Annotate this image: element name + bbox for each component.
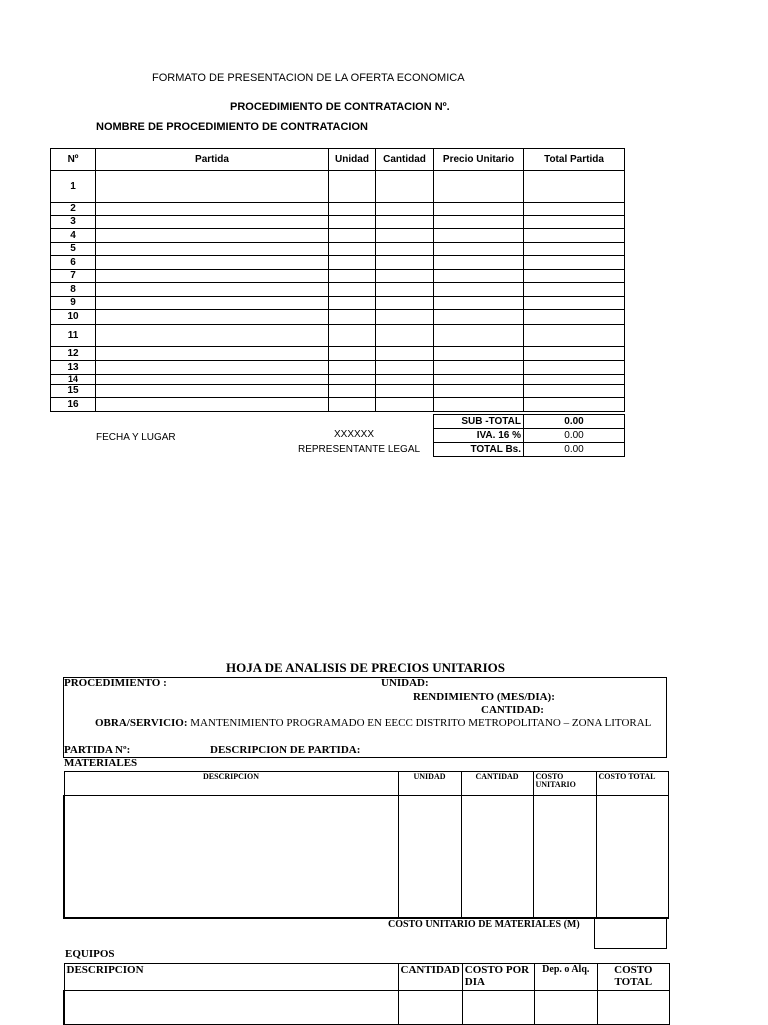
eq-col-descripcion: DESCRIPCION bbox=[64, 964, 398, 991]
cell-total-partida[interactable] bbox=[524, 297, 625, 310]
table-row bbox=[51, 385, 625, 398]
eq-cell-dep-alq[interactable] bbox=[534, 991, 597, 1025]
equipos-table bbox=[63, 963, 670, 1025]
cell-partida[interactable] bbox=[96, 325, 329, 347]
row-number: 5 bbox=[51, 243, 96, 256]
cell-total-partida[interactable] bbox=[524, 347, 625, 361]
mat-col-costo-total: COSTO TOTAL bbox=[596, 772, 668, 796]
row-number: 8 bbox=[51, 283, 96, 297]
materiales-cost-value[interactable] bbox=[594, 918, 667, 949]
eq-col-costo-por-dia: COSTO POR DIA bbox=[462, 964, 534, 991]
cell-cantidad[interactable] bbox=[376, 216, 434, 229]
subtotal-label: SUB -TOTAL bbox=[434, 415, 524, 429]
cell-cantidad[interactable] bbox=[376, 171, 434, 203]
partida-label: PARTIDA Nº: bbox=[64, 744, 131, 756]
cell-partida[interactable] bbox=[96, 203, 329, 216]
cell-unidad[interactable] bbox=[329, 216, 376, 229]
format-title: FORMATO DE PRESENTACION DE LA OFERTA ECONOMICA bbox=[152, 72, 465, 84]
mat-col-costo-unitario: COSTO UNITARIO bbox=[533, 772, 596, 796]
cell-partida[interactable] bbox=[96, 347, 329, 361]
legal-rep-label: REPRESENTANTE LEGAL bbox=[298, 444, 421, 455]
table-row bbox=[51, 375, 625, 385]
equipos-title: EQUIPOS bbox=[65, 948, 115, 960]
cantidad-label: CANTIDAD: bbox=[481, 704, 544, 716]
cell-partida[interactable] bbox=[96, 243, 329, 256]
table-row bbox=[51, 361, 625, 375]
cell-unidad[interactable] bbox=[329, 385, 376, 398]
mat-cell-costo-total[interactable] bbox=[596, 796, 668, 918]
cell-cantidad[interactable] bbox=[376, 243, 434, 256]
cell-total-partida[interactable] bbox=[524, 270, 625, 283]
row-number: 7 bbox=[51, 270, 96, 283]
row-number: 10 bbox=[51, 310, 96, 325]
row-number: 3 bbox=[51, 216, 96, 229]
table-row bbox=[51, 243, 625, 256]
materiales-cost-label: COSTO UNITARIO DE MATERIALES (M) bbox=[388, 919, 580, 930]
total-label: TOTAL Bs. bbox=[434, 443, 524, 457]
col-header-total-partida: Total Partida bbox=[524, 149, 625, 171]
mat-cell-cantidad[interactable] bbox=[461, 796, 533, 918]
eq-col-dep-alq: Dep. o Alq. bbox=[534, 964, 597, 991]
cell-total-partida[interactable] bbox=[524, 283, 625, 297]
cell-cantidad[interactable] bbox=[376, 361, 434, 375]
cell-unidad[interactable] bbox=[329, 297, 376, 310]
subtotal-value: 0.00 bbox=[524, 415, 625, 429]
procedure-name: NOMBRE DE PROCEDIMIENTO DE CONTRATACION bbox=[96, 121, 368, 133]
cell-precio-unitario[interactable] bbox=[434, 203, 524, 216]
cell-partida[interactable] bbox=[96, 398, 329, 412]
cell-precio-unitario[interactable] bbox=[434, 361, 524, 375]
table-row bbox=[51, 347, 625, 361]
cell-partida[interactable] bbox=[96, 216, 329, 229]
table-row bbox=[51, 203, 625, 216]
cell-unidad[interactable] bbox=[329, 347, 376, 361]
col-header-precio-unitario: Precio Unitario bbox=[434, 149, 524, 171]
cell-cantidad[interactable] bbox=[376, 229, 434, 243]
procedimiento-label: PROCEDIMIENTO : bbox=[64, 677, 167, 689]
cell-cantidad[interactable] bbox=[376, 256, 434, 270]
cell-precio-unitario[interactable] bbox=[434, 229, 524, 243]
row-number: 15 bbox=[51, 385, 96, 398]
cell-partida[interactable] bbox=[96, 375, 329, 385]
eq-cell-costo-total[interactable] bbox=[597, 991, 669, 1025]
cell-partida[interactable] bbox=[96, 256, 329, 270]
iva-value: 0.00 bbox=[524, 429, 625, 443]
cell-total-partida[interactable] bbox=[524, 325, 625, 347]
table-row bbox=[51, 398, 625, 412]
cell-unidad[interactable] bbox=[329, 398, 376, 412]
table-row bbox=[51, 297, 625, 310]
cell-total-partida[interactable] bbox=[524, 361, 625, 375]
cell-precio-unitario[interactable] bbox=[434, 283, 524, 297]
cell-partida[interactable] bbox=[96, 270, 329, 283]
cell-unidad[interactable] bbox=[329, 229, 376, 243]
table-row bbox=[51, 171, 625, 203]
cell-precio-unitario[interactable] bbox=[434, 243, 524, 256]
cell-cantidad[interactable] bbox=[376, 385, 434, 398]
row-number: 12 bbox=[51, 347, 96, 361]
cell-total-partida[interactable] bbox=[524, 256, 625, 270]
row-number: 14 bbox=[51, 375, 96, 385]
col-header-no: Nº bbox=[51, 149, 96, 171]
obra-servicio bbox=[95, 717, 651, 729]
cell-cantidad[interactable] bbox=[376, 310, 434, 325]
table-row bbox=[51, 283, 625, 297]
table-row bbox=[51, 325, 625, 347]
table-row bbox=[51, 310, 625, 325]
cell-total-partida[interactable] bbox=[524, 171, 625, 203]
equipos-header bbox=[64, 964, 669, 991]
eq-cell-descripcion[interactable] bbox=[64, 991, 398, 1025]
cell-precio-unitario[interactable] bbox=[434, 297, 524, 310]
col-header-cantidad: Cantidad bbox=[376, 149, 434, 171]
row-number: 1 bbox=[51, 171, 96, 203]
table-row bbox=[51, 216, 625, 229]
row-number: 16 bbox=[51, 398, 96, 412]
cell-precio-unitario[interactable] bbox=[434, 398, 524, 412]
cell-cantidad[interactable] bbox=[376, 283, 434, 297]
table-row bbox=[51, 229, 625, 243]
row-number: 13 bbox=[51, 361, 96, 375]
cell-cantidad[interactable] bbox=[376, 270, 434, 283]
cell-cantidad[interactable] bbox=[376, 325, 434, 347]
cell-total-partida[interactable] bbox=[524, 310, 625, 325]
row-number: 4 bbox=[51, 229, 96, 243]
subtotal-row bbox=[434, 415, 625, 429]
cell-precio-unitario[interactable] bbox=[434, 270, 524, 283]
rendimiento-label: RENDIMIENTO (MES/DIA): bbox=[413, 691, 555, 703]
mat-col-unidad: UNIDAD bbox=[398, 772, 461, 796]
table-row bbox=[51, 256, 625, 270]
mat-cell-descripcion[interactable] bbox=[64, 796, 398, 918]
cell-partida[interactable] bbox=[96, 385, 329, 398]
date-place-label: FECHA Y LUGAR bbox=[96, 432, 176, 443]
table-row bbox=[51, 270, 625, 283]
mat-cell-costo-unitario[interactable] bbox=[533, 796, 596, 918]
eq-col-costo-total: COSTO TOTAL bbox=[597, 964, 669, 991]
cell-unidad[interactable] bbox=[329, 270, 376, 283]
cell-cantidad[interactable] bbox=[376, 347, 434, 361]
cell-unidad[interactable] bbox=[329, 361, 376, 375]
cell-total-partida[interactable] bbox=[524, 375, 625, 385]
cell-precio-unitario[interactable] bbox=[434, 375, 524, 385]
offer-table bbox=[50, 148, 625, 412]
cell-total-partida[interactable] bbox=[524, 203, 625, 216]
cell-precio-unitario[interactable] bbox=[434, 385, 524, 398]
obra-value: MANTENIMIENTO PROGRAMADO EN EECC DISTRITO METROPOLITANO – ZONA LITORAL bbox=[187, 717, 652, 729]
iva-label: IVA. 16 % bbox=[434, 429, 524, 443]
analysis-title: HOJA DE ANALISIS DE PRECIOS UNITARIOS bbox=[226, 660, 505, 675]
cell-total-partida[interactable] bbox=[524, 243, 625, 256]
cell-unidad[interactable] bbox=[329, 256, 376, 270]
row-number: 2 bbox=[51, 203, 96, 216]
materiales-header bbox=[64, 772, 668, 796]
cell-partida[interactable] bbox=[96, 297, 329, 310]
table-row bbox=[64, 991, 669, 1025]
row-number: 9 bbox=[51, 297, 96, 310]
col-header-unidad: Unidad bbox=[329, 149, 376, 171]
total-value: 0.00 bbox=[524, 443, 625, 457]
cell-cantidad[interactable] bbox=[376, 297, 434, 310]
materiales-title: MATERIALES bbox=[64, 757, 138, 769]
total-row bbox=[434, 443, 625, 457]
row-number: 6 bbox=[51, 256, 96, 270]
cell-unidad[interactable] bbox=[329, 325, 376, 347]
cell-total-partida[interactable] bbox=[524, 385, 625, 398]
cell-precio-unitario[interactable] bbox=[434, 256, 524, 270]
cell-partida[interactable] bbox=[96, 283, 329, 297]
iva-row bbox=[434, 429, 625, 443]
cell-partida[interactable] bbox=[96, 171, 329, 203]
obra-label: OBRA/SERVICIO: bbox=[95, 717, 188, 729]
cell-precio-unitario[interactable] bbox=[434, 310, 524, 325]
cell-unidad[interactable] bbox=[329, 375, 376, 385]
materiales-table bbox=[63, 771, 669, 919]
cell-cantidad[interactable] bbox=[376, 203, 434, 216]
cell-precio-unitario[interactable] bbox=[434, 347, 524, 361]
procedure-number: PROCEDIMIENTO DE CONTRATACION Nº. bbox=[230, 101, 450, 113]
totals-table bbox=[433, 414, 625, 457]
descripcion-partida-label: DESCRIPCION DE PARTIDA: bbox=[210, 744, 361, 756]
cell-unidad[interactable] bbox=[329, 310, 376, 325]
table-row bbox=[64, 796, 668, 918]
cell-partida[interactable] bbox=[96, 310, 329, 325]
mat-col-descripcion: DESCRIPCION bbox=[64, 772, 398, 796]
cell-cantidad[interactable] bbox=[376, 398, 434, 412]
cell-precio-unitario[interactable] bbox=[434, 216, 524, 229]
cell-precio-unitario[interactable] bbox=[434, 171, 524, 203]
cell-unidad[interactable] bbox=[329, 171, 376, 203]
cell-unidad[interactable] bbox=[329, 283, 376, 297]
unidad-label: UNIDAD: bbox=[381, 677, 429, 689]
cell-unidad[interactable] bbox=[329, 203, 376, 216]
cell-precio-unitario[interactable] bbox=[434, 325, 524, 347]
row-number: 11 bbox=[51, 325, 96, 347]
eq-col-cantidad: CANTIDAD bbox=[398, 964, 462, 991]
eq-cell-cantidad[interactable] bbox=[398, 991, 462, 1025]
cell-partida[interactable] bbox=[96, 361, 329, 375]
mat-cell-unidad[interactable] bbox=[398, 796, 461, 918]
eq-cell-costo-por-dia[interactable] bbox=[462, 991, 534, 1025]
col-header-partida: Partida bbox=[96, 149, 329, 171]
cell-partida[interactable] bbox=[96, 229, 329, 243]
mat-col-cantidad: CANTIDAD bbox=[461, 772, 533, 796]
cell-unidad[interactable] bbox=[329, 243, 376, 256]
cell-total-partida[interactable] bbox=[524, 229, 625, 243]
cell-cantidad[interactable] bbox=[376, 375, 434, 385]
offer-table-header bbox=[51, 149, 625, 171]
cell-total-partida[interactable] bbox=[524, 216, 625, 229]
signature-placeholder: XXXXXX bbox=[334, 429, 375, 440]
cell-total-partida[interactable] bbox=[524, 398, 625, 412]
